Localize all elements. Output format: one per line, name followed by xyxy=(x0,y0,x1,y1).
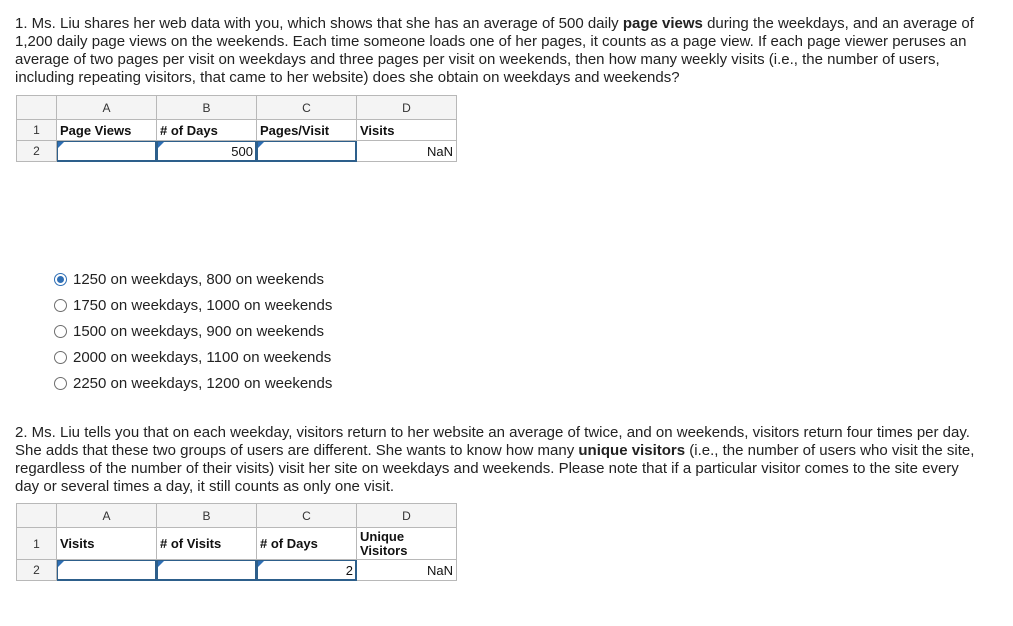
radio-selected-icon[interactable] xyxy=(54,273,67,286)
answer-option-label: 2250 on weekdays, 1200 on weekends xyxy=(73,374,333,392)
row-number: 2 xyxy=(17,560,57,581)
cell-d1-visits: Visits xyxy=(357,120,457,141)
row-number: 2 xyxy=(17,141,57,162)
cell-b1-days: # of Days xyxy=(157,120,257,141)
column-header-b: B xyxy=(157,96,257,120)
answer-option-label: 1750 on weekdays, 1000 on weekends xyxy=(73,296,333,314)
input-cell-b2[interactable] xyxy=(157,560,257,581)
answer-option[interactable] xyxy=(54,318,332,344)
cell-d1-unique-visitors: Unique Visitors xyxy=(357,528,457,560)
input-cell-a2[interactable] xyxy=(57,560,157,581)
answer-option-label: 2000 on weekdays, 1100 on weekends xyxy=(73,348,332,366)
sheet-row-1 xyxy=(17,120,457,141)
column-header-d: D xyxy=(357,96,457,120)
column-header-b: B xyxy=(157,504,257,528)
answer-option[interactable] xyxy=(54,370,332,396)
radio-icon[interactable] xyxy=(54,377,67,390)
column-header-a: A xyxy=(57,504,157,528)
question-1-text xyxy=(15,15,975,87)
answer-option[interactable] xyxy=(54,344,332,370)
cell-a1-page-views: Page Views xyxy=(57,120,157,141)
sheet-row-2 xyxy=(17,560,457,581)
cell-c1-number-of-days: # of Days xyxy=(257,528,357,560)
cell-b1-number-of-visits: # of Visits xyxy=(157,528,257,560)
input-cell-a2[interactable] xyxy=(57,141,157,162)
answer-option[interactable] xyxy=(54,292,332,318)
radio-icon[interactable] xyxy=(54,351,67,364)
answer-option-label: 1500 on weekdays, 900 on weekends xyxy=(73,322,325,340)
answer-options xyxy=(54,266,332,396)
row-number: 1 xyxy=(17,528,57,560)
column-header-d: D xyxy=(357,504,457,528)
row-number: 1 xyxy=(17,120,57,141)
input-cell-b2[interactable]: 500 xyxy=(157,141,257,162)
question-2-text xyxy=(15,424,975,496)
cell-c1-pages-per-visit: Pages/Visit xyxy=(257,120,357,141)
corner-cell xyxy=(17,504,57,528)
answer-option[interactable] xyxy=(54,266,332,292)
question-2-text-start: 2. Ms. Liu tells you that on each weekday, visitors return to her website an average of twice, and on weekends, visitors return four times per day. She adds that these two groups of users are different. She wants to know how many xyxy=(15,424,970,459)
column-header-a: A xyxy=(57,96,157,120)
cell-a1-visits: Visits xyxy=(57,528,157,560)
question-1-bold-term: page views xyxy=(622,15,703,32)
column-header-c: C xyxy=(257,504,357,528)
answer-option-label: 1250 on weekdays, 800 on weekends xyxy=(73,270,325,288)
question-2-spreadsheet xyxy=(16,503,457,581)
sheet-row-2 xyxy=(17,141,457,162)
question-1-text-start: 1. Ms. Liu shares her web data with you, which shows that she has an average of 500 daily xyxy=(15,15,623,32)
cell-d2-result: NaN xyxy=(357,141,457,162)
corner-cell xyxy=(17,96,57,120)
radio-icon[interactable] xyxy=(54,299,67,312)
input-cell-c2[interactable] xyxy=(257,141,357,162)
sheet-row-1 xyxy=(17,528,457,560)
column-header-row xyxy=(17,504,457,528)
question-1-spreadsheet xyxy=(16,95,457,162)
radio-icon[interactable] xyxy=(54,325,67,338)
question-2-bold-term: unique visitors xyxy=(578,442,686,459)
cell-d2-result: NaN xyxy=(357,560,457,581)
column-header-c: C xyxy=(257,96,357,120)
question-2-text-end: (i.e., the number of users who visit the site, regardless of the number of their visits) visit her site on weekdays and weekends. Please note that if a particular visitor comes to the site every day or several times a day, it still counts as only one visit. xyxy=(15,442,975,495)
input-cell-c2[interactable]: 2 xyxy=(257,560,357,581)
question-1-text-end: during the weekdays, and an average of 1,200 daily page views on the weekends. Each time someone loads one of her pages, it counts as a page view. If each page viewer peruses an average of two pages per visit on weekdays and three pages per visit on weekends, then how many weekly visits (i.e., the number of users, including repeating visitors, that came to her website) does she obtain on weekdays and weekends? xyxy=(15,15,974,86)
column-header-row xyxy=(17,96,457,120)
